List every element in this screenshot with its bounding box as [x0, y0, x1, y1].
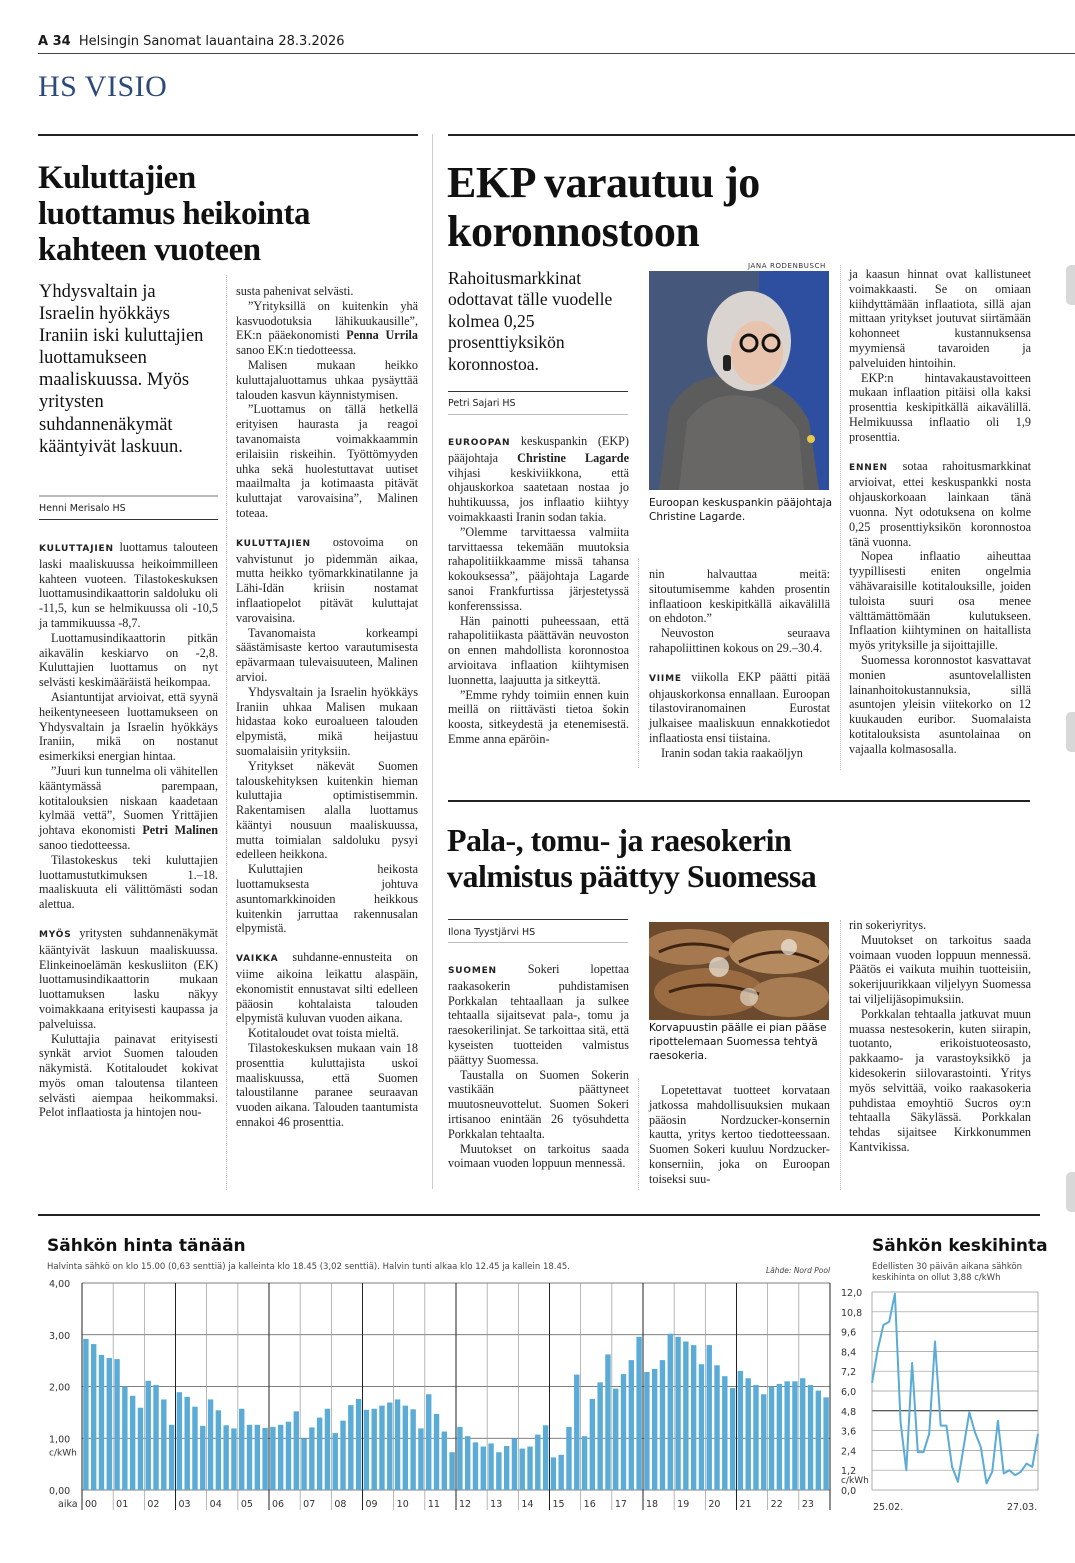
paragraph: Suomessa koronnostot kasvattavat monien asuntovelallisten lainanhoitokustannuksia, sillä asuntojen yleisin viitekorko on 12 kuukauden euribor. Suomalaista kotitalouksista asuntolainaa on vajaalla kolmasosalla.: [849, 652, 1031, 756]
paragraph: Yritykset näkevät Suomen talouskehityksen kuitenkin hieman kuluttajia optimistisemmin. Rakentamisen alalla luottamus kääntyi nousuun maaliskuussa, mutta toimialan saldoluku pysyi edelleen heikkona.: [236, 758, 418, 862]
paragraph: Iranin sodan takia raakaöljyn: [661, 745, 803, 760]
bar-chart-svg: [30, 1275, 835, 1515]
avg-price-title: Sähkön keskihinta: [872, 1236, 1048, 1256]
byline-rule: [448, 942, 628, 943]
price-bar[interactable]: [605, 1354, 610, 1490]
y-tick-label: 4,00: [49, 1279, 71, 1290]
column-separator: [226, 275, 227, 1190]
price-bar[interactable]: [348, 1405, 353, 1490]
article-top-rule: [38, 134, 418, 136]
price-bar[interactable]: [114, 1359, 119, 1490]
byline-rule: [448, 391, 628, 392]
price-bar[interactable]: [457, 1427, 462, 1490]
price-bar[interactable]: [551, 1457, 556, 1490]
y-tick-label: 12,0: [841, 1288, 863, 1299]
hour-label: 05: [240, 1499, 253, 1510]
y-axis-unit: c/kWh: [841, 1476, 869, 1486]
folio-divider: [38, 53, 1075, 54]
headline-line: Kuluttajien: [38, 160, 196, 196]
paragraph: Hän painotti puheessaan, että rahapolitiikasta päättävän neuvoston on ennen mahdollista koronnostoa arvioitava inflaation kiihtymisen luonnetta, laajuutta ja sitkeyttä.: [448, 613, 629, 687]
price-bar[interactable]: [200, 1426, 205, 1490]
hour-label: 16: [583, 1499, 596, 1510]
y-tick-label: 4,8: [841, 1406, 857, 1418]
paragraph: Muutokset on tarkoitus saada voimaan vuoden loppuun mennessä. Päätös ei vaikuta muihin tuotteisiin, sokerijuurikkaan viljelyyn Suomessa tai viljelijäsopimuksiin.: [849, 932, 1031, 1006]
y-tick-label: 0,00: [49, 1486, 71, 1497]
price-bar[interactable]: [286, 1422, 291, 1490]
section-divider: [432, 134, 433, 1189]
price-bar[interactable]: [535, 1435, 540, 1490]
paragraph: nin halvauttaa meitä: sitoutumisemme kahden prosentin inflaatioon keskipitkällä aikavälillä on ehdoton.”: [649, 567, 830, 626]
paragraph: KULUTTAJIEN luottamus talouteen laski maaliskuussa heikoimmilleen kahteen vuoteen. Tilastokeskuksen luottamusindikaattorin saldoluku oli -11,5, kun se helmikuussa oli -10,5 ja tammikuussa -8,7.: [39, 540, 218, 630]
y-axis-unit: c/kWh: [49, 1448, 77, 1459]
hour-label: 01: [116, 1499, 129, 1510]
page-folio: [38, 34, 345, 49]
price-bar[interactable]: [714, 1365, 719, 1490]
section-title: HS VISIO: [38, 70, 168, 103]
hour-label: 11: [427, 1499, 440, 1510]
price-bar[interactable]: [652, 1369, 657, 1490]
paragraph-kicker: SUOMEN: [448, 966, 497, 976]
price-bar[interactable]: [465, 1436, 470, 1490]
price-bar[interactable]: [488, 1443, 493, 1490]
column-separator: [638, 1078, 639, 1190]
chart-source: Lähde: Nord Pool: [766, 1266, 831, 1275]
person-name: Christine Lagarde: [517, 450, 629, 465]
price-bar[interactable]: [566, 1427, 571, 1490]
price-bar[interactable]: [512, 1438, 517, 1490]
x-start-label: 25.02.: [873, 1502, 904, 1513]
price-bar[interactable]: [130, 1396, 135, 1490]
price-bar[interactable]: [294, 1411, 299, 1490]
price-bar[interactable]: [613, 1389, 618, 1490]
hour-label: 06: [272, 1499, 285, 1510]
hour-label: 23: [801, 1499, 814, 1510]
hour-label: 03: [178, 1499, 191, 1510]
price-bar[interactable]: [730, 1388, 735, 1490]
price-bar[interactable]: [107, 1358, 112, 1490]
price-bar[interactable]: [621, 1374, 626, 1490]
price-bar[interactable]: [792, 1381, 797, 1490]
price-bar[interactable]: [317, 1418, 322, 1490]
price-bar[interactable]: [333, 1433, 338, 1490]
price-bar[interactable]: [590, 1399, 595, 1490]
price-bar[interactable]: [660, 1360, 665, 1490]
price-bar[interactable]: [473, 1442, 478, 1490]
price-bar[interactable]: [699, 1364, 704, 1490]
price-bar[interactable]: [184, 1397, 189, 1490]
price-bar[interactable]: [278, 1425, 283, 1490]
hour-label: 13: [490, 1499, 503, 1510]
paragraph-kicker: KULUTTAJIEN: [236, 538, 311, 549]
photo-credit: JANA RODENBUSCH: [748, 262, 826, 270]
hour-label: 08: [334, 1499, 347, 1510]
paragraph: Kuluttajien heikosta luottamuksesta johtuva asuntomarkkinoiden heikkous kuitenkin jarruttaa rakennusalan elpymistä.: [236, 862, 418, 936]
price-bar[interactable]: [192, 1407, 197, 1490]
price-bar[interactable]: [153, 1385, 158, 1490]
headline-sugar: [447, 822, 1037, 894]
hour-label: 12: [459, 1499, 472, 1510]
byline-rule: [448, 919, 628, 920]
hour-label: 04: [209, 1499, 222, 1510]
price-bar[interactable]: [379, 1406, 384, 1490]
column-separator: [840, 920, 841, 1190]
publication-line: Helsingin Sanomat lauantaina 28.3.2026: [78, 34, 345, 49]
paragraph: VAIKKA suhdanne-ennusteita on viime aikoina leikattu alaspäin, ekonomistit ennustavat silti edelleen pääosin kohtalaista talouden elpymistä kuluvan vuoden aikana.: [236, 950, 418, 1026]
paragraph: ja kaasun hinnat ovat kallistuneet voimakkaasti. Se on omiaan kiihdyttämään inflaatiota, sillä ajan mittaan yritykset joutuvat siirtämään kohonneet kustannuksensa myymiensä tavaroiden ja palveluiden hintoihin.: [849, 267, 1031, 370]
hour-label: 00: [85, 1499, 98, 1510]
price-bar[interactable]: [301, 1438, 306, 1490]
y-tick-label: 2,00: [49, 1382, 71, 1394]
paragraph: ”Luottamus on tällä hetkellä erityisen haurasta ja reagoi tavanomaista voimakkaammin erilaisiin riskeihin. Työttömyyden uhka sekä huolestuttavat uutiset maailmalta ja kotimaasta pitävät kuluttajat varovaisina”, Malinen toteaa.: [236, 402, 418, 520]
photo-caption: Euroopan keskuspankin pääjohtaja Christine Lagarde.: [649, 497, 833, 523]
price-bar[interactable]: [644, 1372, 649, 1490]
paragraph-kicker: VIIME: [649, 673, 682, 684]
article-column: [448, 962, 629, 1171]
y-tick-label: 3,00: [49, 1330, 71, 1342]
hour-label: 02: [147, 1499, 160, 1510]
y-tick-label: 2,4: [841, 1446, 857, 1458]
paragraph-kicker: EUROOPAN: [448, 438, 511, 448]
price-bar[interactable]: [823, 1397, 828, 1490]
price-bar[interactable]: [247, 1425, 252, 1490]
price-bar[interactable]: [146, 1381, 151, 1490]
price-bar[interactable]: [371, 1409, 376, 1490]
y-tick-label: 6,0: [841, 1387, 857, 1398]
price-bar[interactable]: [434, 1414, 439, 1490]
hour-label: 14: [521, 1499, 534, 1510]
page-edge-tab[interactable]: [1066, 265, 1075, 305]
hour-label: 17: [614, 1499, 627, 1510]
headline-line: luottamus heikointa: [38, 196, 310, 232]
price-bar[interactable]: [504, 1446, 509, 1490]
paragraph: Asiantuntijat arvioivat, että syynä heikentyneeseen luottamukseen on Yhdysvaltain ja Israelin hyökkäys Iraniin, mikä on nostanut esimerkiksi energian hintaa.: [39, 689, 218, 764]
price-bar[interactable]: [356, 1399, 361, 1490]
avg-price-subtitle: Edellisten 30 päivän aikana sähkön keskihinta on ollut 3,88 c/kWh: [872, 1262, 1023, 1283]
paragraph: ENNEN sotaa rahoitusmarkkinat arvioivat, ettei keskuspankki nosta ohjauskorkoaan lainkaan tänä vuonna. Nyt odotuksena on kolme 0,25 prosenttiyksikön koronnostoa tänä vuonna.: [849, 458, 1031, 549]
lede-ecb: Rahoitusmarkkinat odottavat tälle vuodelle kolmea 0,25 prosenttiyksikön koronnostoa.: [448, 268, 613, 374]
price-bar[interactable]: [410, 1409, 415, 1490]
hour-label: 18: [646, 1499, 659, 1510]
price-bar[interactable]: [177, 1392, 182, 1490]
article-top-rule: [448, 134, 1075, 136]
avg-price-line[interactable]: [872, 1294, 1038, 1484]
price-bar[interactable]: [582, 1436, 587, 1490]
paragraph: Muutokset on tarkoitus saada voimaan vuoden loppuun mennessä.: [448, 1141, 629, 1171]
x-end-label: 27.03.: [1007, 1502, 1038, 1513]
y-tick-label: 1,00: [49, 1434, 71, 1446]
price-bar[interactable]: [169, 1425, 174, 1490]
headline-line: kahteen vuoteen: [38, 232, 261, 268]
page-edge-tab[interactable]: [1066, 1172, 1075, 1212]
pastry-image: [649, 922, 829, 1020]
paragraph: Nopea inflaatio aiheuttaa tyypillisesti eniten ongelmia vähävaraisille kotitalouksille, joiden tuloista suuri osa menee välttämättömään kulutukseen. Inflaation kiihtyminen on haitallista myös yrityksille ja sijoittajille.: [849, 549, 1031, 653]
price-bar[interactable]: [239, 1409, 244, 1490]
paragraph: ”Yrityksillä on kuitenkin yhä kasvuodotuksia lähikuukausille”, EK:n pääekonomisti Penna Urrila sanoo EK:n tiedotteessa.: [236, 298, 418, 358]
paragraph: Luottamusindikaattorin pitkän aikavälin keskiarvo on -2,8. Kuluttajien luottamus on nyt selvästi keskimääräistä heikompaa.: [39, 630, 218, 690]
byline-sugar: Ilona Tyystjärvi HS: [448, 927, 536, 938]
price-bar[interactable]: [99, 1355, 104, 1490]
y-tick-label: 7,2: [841, 1367, 857, 1379]
hour-label: 22: [770, 1499, 783, 1510]
price-bar[interactable]: [231, 1428, 236, 1490]
paragraph: Kotitaloudet ovat toista mieltä.: [248, 1026, 399, 1041]
person-name: Penna Urrila: [346, 328, 418, 343]
price-bar[interactable]: [574, 1375, 579, 1490]
paragraph: Porkkalan tehtaalla jatkuvat muun muassa nestesokerin, kuten siirapin, tuotanto, erikoistuoteosasto, pakkaamo- ja varastoyksikkö ja kidesokerin siilovarastointi. Yritys myös selvittää, voiko raakasokeria puhdistaa emoyhtiö Sucros oy:n tehtaalla Säkylässä. Porkkalan tehdas sijaitsee Kirkkonummen Kantvikissa.: [849, 1006, 1031, 1154]
price-bar[interactable]: [691, 1345, 696, 1490]
column-separator: [638, 558, 639, 768]
article-column: [649, 1083, 830, 1187]
article-top-rule: [448, 800, 1030, 802]
headline-consumer: [38, 160, 428, 268]
headline-line: valmistus päättyy Suomessa: [447, 858, 817, 894]
price-bar[interactable]: [262, 1428, 267, 1490]
column-separator: [840, 265, 841, 770]
line-chart-svg: [835, 1280, 1050, 1520]
price-bar[interactable]: [769, 1387, 774, 1491]
paragraph: rin sokeriyritys.: [849, 918, 927, 932]
paragraph-kicker: KULUTTAJIEN: [39, 544, 114, 554]
price-bar[interactable]: [481, 1447, 486, 1490]
y-tick-label: 0,0: [841, 1486, 857, 1497]
hour-label: 15: [552, 1499, 565, 1510]
price-today-subtitle: Halvinta sähkö on klo 15.00 (0,63 senttiä) ja kalleinta klo 18.45 (3,02 senttiä). Halvin tunti alkaa klo 12.45 ja kallein 18.45.: [47, 1262, 570, 1272]
paragraph: Taustalla on Suomen Sokerin vastikään päättyneet muutosneuvottelut. Suomen Sokeri irtisanoo enintään 26 työsuhdetta Porkkalan tehtaalta.: [448, 1067, 629, 1141]
price-bar[interactable]: [161, 1399, 166, 1490]
paragraph-kicker: VAIKKA: [236, 954, 279, 965]
paragraph: Neuvoston seuraava rahapoliittinen kokous on 29.–30.4.: [649, 626, 830, 655]
price-bar[interactable]: [91, 1344, 96, 1490]
article-column: [849, 918, 1031, 1155]
photo-caption: Korvapuustin päälle ei pian pääse ripottelemaan Suomessa tehtyä raesokeria.: [649, 1022, 827, 1062]
article-column: [448, 434, 629, 747]
price-bar[interactable]: [543, 1425, 548, 1490]
price-bar[interactable]: [496, 1452, 501, 1490]
article-column: [236, 284, 418, 1130]
lagarde-photo[interactable]: [649, 271, 829, 490]
price-bar[interactable]: [418, 1428, 423, 1490]
price-bar[interactable]: [520, 1449, 525, 1490]
price-bar[interactable]: [223, 1425, 228, 1490]
price-bar[interactable]: [364, 1410, 369, 1490]
price-bar[interactable]: [426, 1394, 431, 1490]
price-bar[interactable]: [816, 1391, 821, 1490]
price-bar[interactable]: [558, 1455, 563, 1490]
price-bar[interactable]: [395, 1399, 400, 1490]
price-bar[interactable]: [122, 1387, 127, 1491]
price-bar[interactable]: [753, 1385, 758, 1490]
y-tick-label: 3,6: [841, 1426, 857, 1438]
y-tick-label: 8,4: [841, 1347, 857, 1359]
byline-rule: [39, 519, 218, 520]
paragraph: Kuluttajia painavat erityisesti synkät arviot Suomen talouden näkymistä. Kotitaloudet kokivat myös oman taloutensa tilanteen selvästi aiempaa heikommaksi. Pelot inflaatiosta ja hintojen nou-: [39, 1031, 218, 1120]
byline-ecb: Petri Sajari HS: [448, 398, 516, 409]
price-bar[interactable]: [707, 1345, 712, 1490]
price-bar[interactable]: [636, 1337, 641, 1490]
paragraph: Lopetettavat tuotteet korvataan jatkossa mahdollisuuksien mukaan pääosin Nordzucker-konsernin kautta, yritys kertoo tiedotteessaan. Suomen Sokeri kuuluu Nordzucker-konserniin, joka on Euroopan toiseksi suu-: [649, 1083, 830, 1186]
price-bar[interactable]: [784, 1381, 789, 1490]
paragraph-kicker: ENNEN: [849, 462, 888, 473]
page-edge-tab[interactable]: [1066, 712, 1075, 752]
x-axis-label: aika: [58, 1499, 78, 1510]
price-bar[interactable]: [387, 1403, 392, 1490]
price-bar[interactable]: [675, 1337, 680, 1490]
y-tick-label: 1,2: [841, 1466, 857, 1478]
hour-label: 10: [396, 1499, 409, 1510]
hour-label: 21: [739, 1499, 752, 1510]
avg-price-line-chart[interactable]: [835, 1280, 1050, 1520]
headline-line: Pala-, tomu- ja raesokerin: [447, 822, 792, 858]
chart-section-rule: [38, 1214, 1040, 1216]
byline-rule: [39, 495, 218, 497]
hourly-price-bar-chart[interactable]: [30, 1275, 835, 1515]
cinnamon-bun-photo[interactable]: [649, 922, 829, 1020]
hour-label: 20: [708, 1499, 721, 1510]
paragraph: KULUTTAJIEN ostovoima on vahvistunut jo pidemmän aikaa, mutta heikko työmarkkinatilanne ja Lähi-Idän kriisin nostamat inflaatiopelot pitävät kuluttajat varovaisina.: [236, 534, 418, 625]
page-number: A 34: [38, 34, 71, 49]
price-bar[interactable]: [442, 1432, 447, 1490]
price-bar[interactable]: [309, 1427, 314, 1490]
hour-label: 19: [677, 1499, 690, 1510]
price-bar[interactable]: [138, 1408, 143, 1490]
price-bar[interactable]: [325, 1409, 330, 1490]
price-bar[interactable]: [597, 1382, 602, 1490]
article-column: [849, 267, 1031, 757]
price-bar[interactable]: [255, 1425, 260, 1490]
price-bar[interactable]: [629, 1360, 634, 1490]
price-bar[interactable]: [800, 1378, 805, 1490]
paragraph: Tavanomaista korkeampi säästämisaste kertoo varautumisesta epävarmaan tulevaisuuteen, Malinen arvioi.: [236, 625, 418, 684]
paragraph: Yhdysvaltain ja Israelin hyökkäys Iraniin uhkaa Malisen mukaan hidastaa koko euroalueen talouden elpymistä, mikä heijastuu suomalaisiin yrityksiin.: [236, 684, 418, 758]
y-tick-label: 9,6: [841, 1327, 857, 1339]
price-bar[interactable]: [683, 1341, 688, 1490]
price-bar[interactable]: [340, 1421, 345, 1490]
portrait-image: [649, 271, 829, 490]
byline-rule: [448, 414, 628, 415]
paragraph: SUOMEN Sokeri lopettaa raakasokerin puhdistamisen Porkkalan tehtaallaan ja sulkee tehtaalla sijaitsevat pala-, tomu ja raesokerilinjat. Se tarkoittaa sitä, että kyseisten tuotteiden valmistus päättyy Suomessa.: [448, 962, 629, 1067]
article-column: [649, 567, 830, 761]
headline-ecb: [447, 158, 1067, 256]
byline-consumer: Henni Merisalo HS: [39, 503, 126, 514]
paragraph-kicker: MYÖS: [39, 929, 72, 940]
y-tick-label: 10,8: [841, 1307, 863, 1319]
paragraph: Tilastokeskus teki kuluttajien luottamustutkimuksen 1.–18. maaliskuuta eli välittömästi sodan alettua.: [39, 852, 218, 912]
price-bar[interactable]: [216, 1410, 221, 1490]
hour-label: 09: [365, 1499, 378, 1510]
price-bar[interactable]: [403, 1406, 408, 1490]
paragraph: ”Emme ryhdy toimiin ennen kuin meillä on riittävästi tietoa šokin koosta, sitkeydestä ja etenemisestä. Emme anna epäröin-: [448, 687, 629, 746]
price-bar[interactable]: [449, 1452, 454, 1490]
paragraph: Tilastokeskuksen mukaan vain 18 prosenttia kuluttajista uskoi maaliskuussa, että Suomen taloustilanne paranee seuraavan vuoden aikana. Talouden taantumista ennakoi 46 prosenttia.: [236, 1041, 418, 1130]
hour-label: 07: [303, 1499, 316, 1510]
paragraph: EUROOPAN keskuspankin (EKP) pääjohtaja Christine Lagarde vihjasi keskiviikkona, että ohjauskorkoa saatetaan nostaa jo huhtikuussa, jos inflaatio kiihtyy voimakkaasti Iranin sodan takia.: [448, 434, 629, 524]
lede-consumer: Yhdysvaltain ja Israelin hyökkäys Iraniin iski kuluttajien luottamukseen maaliskuussa. Myös yritysten suhdannenäkymät kääntyivät laskuun.: [39, 282, 204, 457]
price-bar[interactable]: [527, 1447, 532, 1490]
price-bar[interactable]: [745, 1378, 750, 1490]
paragraph: ”Olemme tarvittaessa valmiita tarvittaessa tekemään muutoksia rahapolitiikkaamme missä tahansa kokouksessa”, pääjohtaja Lagarde sanoi Frankfurtissa järjestetyssä konferenssissa.: [448, 524, 629, 613]
price-bar[interactable]: [83, 1339, 88, 1490]
paragraph: EKP:n hintavakaustavoitteen mukaan inflaation pitäisi olla kaksi prosenttia keskipitkällä aikavälillä. Helmikuussa inflaatio oli 1,9 prosenttia.: [849, 370, 1031, 444]
price-bar[interactable]: [738, 1371, 743, 1490]
headline-line: EKP varautuu jo: [447, 158, 760, 207]
paragraph: MYÖS yritysten suhdannenäkymät kääntyivät laskuun maaliskuussa. Elinkeinoelämän keskusliiton (EK) luottamusindikaattorin mukaan luottamuksen lasku näkyy voimakkaana erityisesti kaupassa ja palveluissa.: [39, 925, 218, 1031]
headline-line: koronnostoon: [447, 207, 700, 256]
article-column: [39, 540, 218, 1120]
price-bar[interactable]: [208, 1399, 213, 1490]
price-bar[interactable]: [722, 1376, 727, 1490]
person-name: Petri Malinen: [142, 823, 218, 838]
paragraph: Malisen mukaan heikko kuluttajaluottamus uhkaa pysäyttää talouden kasvun käynnistymisen.: [236, 357, 418, 402]
price-today-title: Sähkön hinta tänään: [47, 1236, 246, 1256]
price-bar[interactable]: [777, 1384, 782, 1490]
price-bar[interactable]: [808, 1385, 813, 1490]
paragraph: susta pahenivat selvästi.: [236, 284, 354, 298]
price-bar[interactable]: [270, 1427, 275, 1490]
paragraph: VIIME viikolla EKP päätti pitää ohjauskorkonsa ennallaan. Euroopan tilastoviranomainen Eurostat julkaisee maaliskuun ennakkotiedot inflaatiosta ensi tiistaina.: [649, 669, 830, 745]
price-bar[interactable]: [761, 1394, 766, 1490]
paragraph: ”Juuri kun tunnelma oli vähitellen kääntymässä parempaan, kotitalouksien niskaan kaadetaan kylmää vettä”, Suomen Yrittäjien johtava ekonomisti Petri Malinen sanoo tiedotteessa.: [39, 763, 218, 852]
price-bar[interactable]: [668, 1334, 673, 1490]
